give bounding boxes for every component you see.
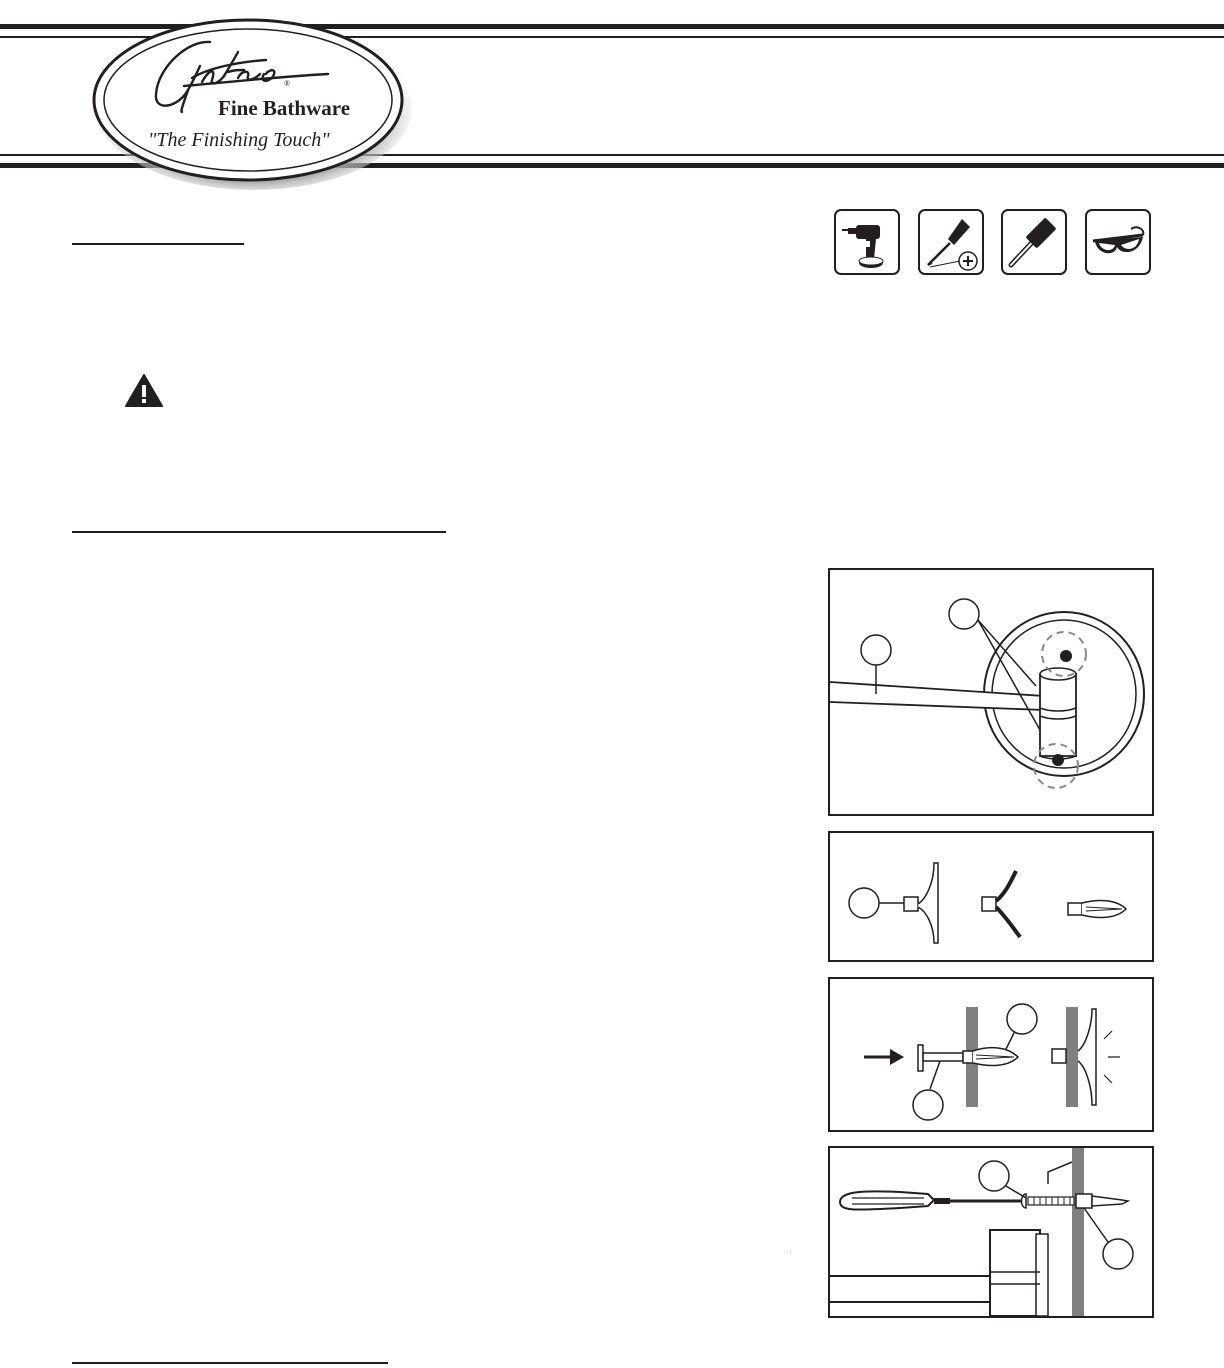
logo-brand-line: Fine Bathware: [218, 96, 351, 120]
rubber-mallet-icon: [1001, 209, 1067, 275]
callout-circle: [979, 1161, 1009, 1191]
screw-fastening-figure: [828, 1146, 1154, 1318]
safety-glasses-icon: [1085, 209, 1151, 275]
callout-circle: [913, 1090, 943, 1120]
section-heading-rule-2: [72, 531, 446, 533]
registered-mark: ®: [284, 79, 291, 88]
callout-circle: [849, 888, 879, 918]
warning-triangle-icon: [124, 373, 164, 409]
anchor-types-figure: [828, 831, 1154, 962]
callout-circle: [1007, 1004, 1037, 1034]
power-drill-icon: [834, 209, 900, 275]
mounting-holes-figure: [828, 568, 1154, 816]
logo-slogan: "The Finishing Touch": [148, 129, 330, 151]
stray-mark: [790, 1251, 791, 1252]
callout-circle: [949, 599, 979, 629]
brand-logo: [88, 12, 412, 190]
section-heading-rule-1: [72, 243, 244, 245]
anchor-insertion-figure: [828, 977, 1154, 1132]
callout-circle: [1103, 1239, 1133, 1269]
phillips-screwdriver-icon: [918, 209, 984, 275]
section-heading-rule-3: [72, 1362, 388, 1364]
callout-circle: [861, 635, 891, 665]
